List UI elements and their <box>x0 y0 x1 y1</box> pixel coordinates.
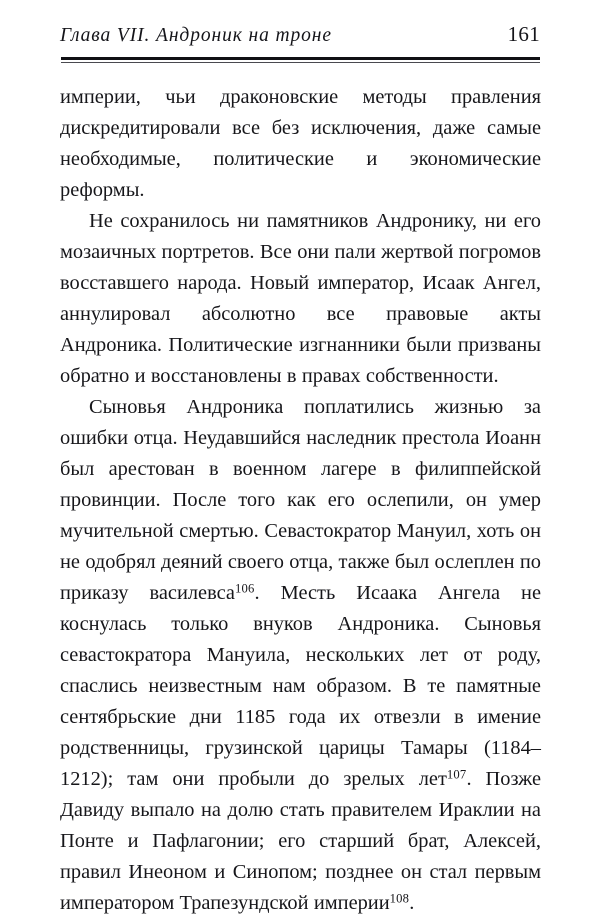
page-body <box>60 82 541 919</box>
paragraph-3-segment-4: . <box>409 892 415 914</box>
header-double-rule <box>61 57 540 63</box>
page-number: 161 <box>507 22 540 46</box>
paragraph-1: империи, чьи драконовские методы правления дискредитировали все без исключения, даже самые необходимые, политические и экономические реформы. <box>60 86 541 201</box>
footnote-marker-106[interactable]: 106 <box>234 581 255 596</box>
paragraph-3 <box>60 392 541 919</box>
running-head <box>60 22 540 50</box>
paragraph-3-segment-2: . Месть Исаака Ангела не коснулась только внуков Андроника. Сыновья севастократора Мануила, нескольких лет от роду, спаслись неизвестным нам образом. В те памятные сентябрьские дни 1185 года их отвезли в имение родственницы, грузинской царицы Тамары (1184–1212); там они пробыли до зрелых лет <box>60 582 542 790</box>
chapter-title: Глава VII. Андроник на троне <box>60 25 332 46</box>
footnote-marker-107[interactable]: 107 <box>446 767 467 782</box>
rule-thin <box>61 62 540 63</box>
paragraph-2: Не сохранилось ни памятников Андронику, ни его мозаичных портретов. Все они пали жертвой погромов восставшего народа. Новый император, Исаак Ангел, аннулировал абсолютно все правовые акты Андроника. Политические изгнанники были призваны обратно и восстановлены в правах собственности. <box>60 210 541 387</box>
footnote-marker-108[interactable]: 108 <box>389 891 410 906</box>
paragraph-3-segment-1: Сыновья Андроника поплатились жизнью за ошибки отца. Неудавшийся наследник престола Иоанн был арестован в военном лагере в филиппейской провинции. После того как его ослепили, он умер мучительной смертью. Севастократор Мануил, хоть он не одобрял деяний своего отца, также был ослеплен по приказу василевса <box>60 396 541 604</box>
paragraph-3-segment-3: . Позже Давиду выпало на долю стать правителем Ираклии на Понте и Пафлагонии; его старший брат, Алексей, правил Инеоном и Синопом; позднее он стал первым императором Трапезундской империи <box>60 768 542 914</box>
